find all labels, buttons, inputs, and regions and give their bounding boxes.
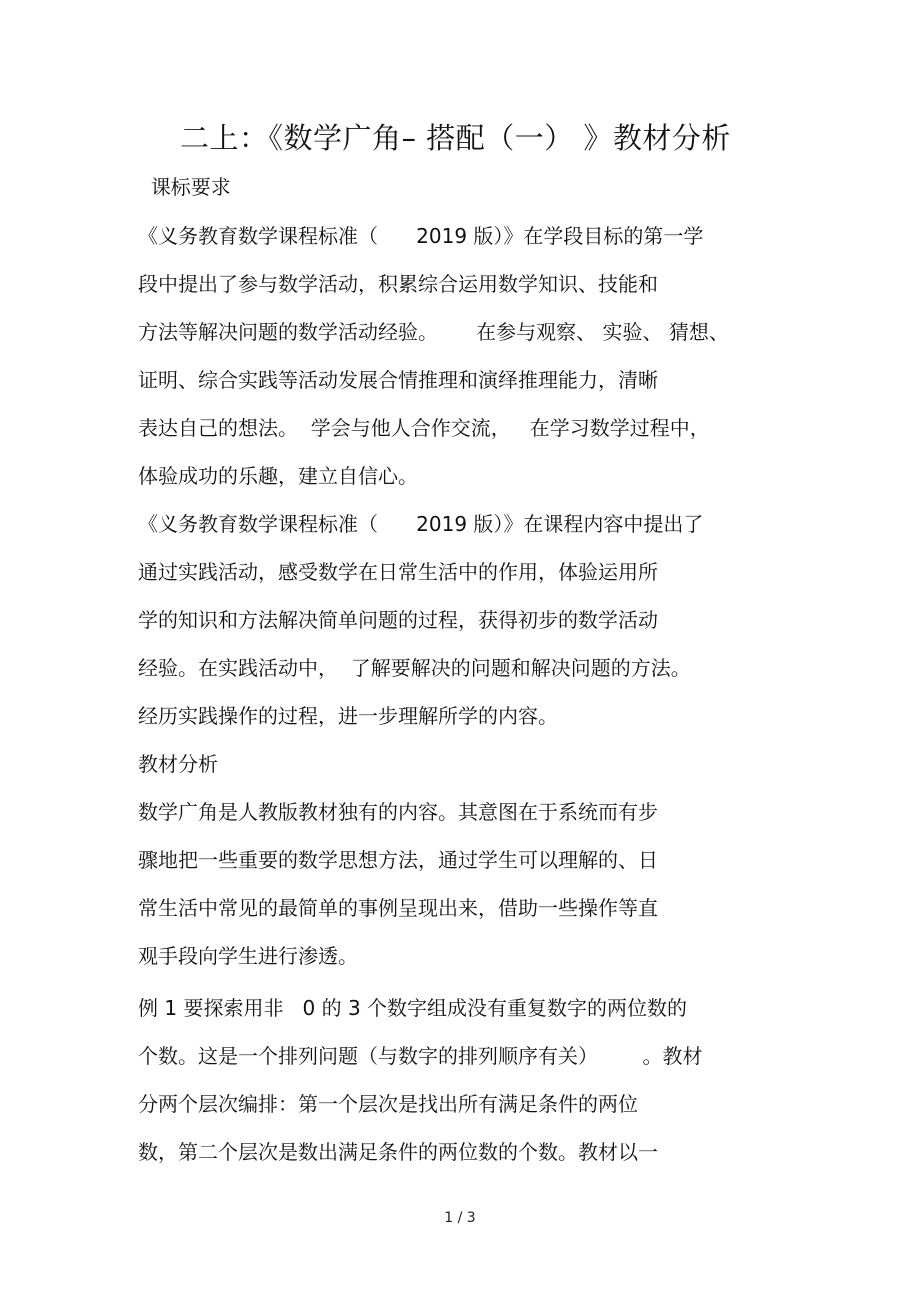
paragraph-line: 观手段向学生进行渗透。 <box>138 944 358 968</box>
paragraph-line: 数学广角是人教版教材独有的内容。其意图在于系统而有步 <box>138 800 658 824</box>
document-title: 二上：《数学广角– 搭配（一） 》教材分析 <box>180 121 731 155</box>
paragraph-line: 骤地把一些重要的数学思想方法，通过学生可以理解的、日 <box>138 848 658 872</box>
paragraph-line: 《义务教育数学课程标准（ 2019 版）》在学段目标的第一学 <box>138 224 704 248</box>
paragraph-line: 个数。这是一个排列问题（与数字的排列顺序有关） 。教材 <box>138 1044 703 1068</box>
paragraph-line: 方法等解决问题的数学活动经验。 在参与观察、 实验、 猜想、 <box>138 320 729 344</box>
paragraph-line: 常生活中常见的最简单的事例呈现出来，借助一些操作等直 <box>138 896 658 920</box>
paragraph-line: 学的知识和方法解决简单问题的过程，获得初步的数学活动 <box>138 608 658 632</box>
paragraph-line: 经验。在实践活动中， 了解要解决的问题和解决问题的方法。 <box>138 656 691 680</box>
page-indicator: 1 / 3 <box>444 1210 476 1226</box>
paragraph-line: 证明、综合实践等活动发展合情推理和演绎推理能力，清晰 <box>138 368 658 392</box>
paragraph-line: 经历实践操作的过程，进一步理解所学的内容。 <box>138 704 558 728</box>
paragraph-line: 通过实践活动，感受数学在日常生活中的作用，体验运用所 <box>138 560 658 584</box>
paragraph-line: 体验成功的乐趣，建立自信心。 <box>138 464 418 488</box>
paragraph-line: 表达自己的想法。 学会与他人合作交流， 在学习数学过程中， <box>138 416 710 440</box>
paragraph-line: 段中提出了参与数学活动，积累综合运用数学知识、技能和 <box>138 272 658 296</box>
section-heading-textbook-analysis: 教材分析 <box>138 752 218 776</box>
paragraph-line: 例 1 要探索用非 0 的 3 个数字组成没有重复数字的两位数的 <box>138 996 688 1020</box>
section-heading-curriculum: 课标要求 <box>138 175 231 199</box>
paragraph-line: 《义务教育数学课程标准（ 2019 版）》在课程内容中提出了 <box>138 512 704 536</box>
paragraph-line: 分两个层次编排：第一个层次是找出所有满足条件的两位 <box>138 1092 638 1116</box>
paragraph-line: 数，第二个层次是数出满足条件的两位数的个数。教材以一 <box>138 1140 658 1164</box>
